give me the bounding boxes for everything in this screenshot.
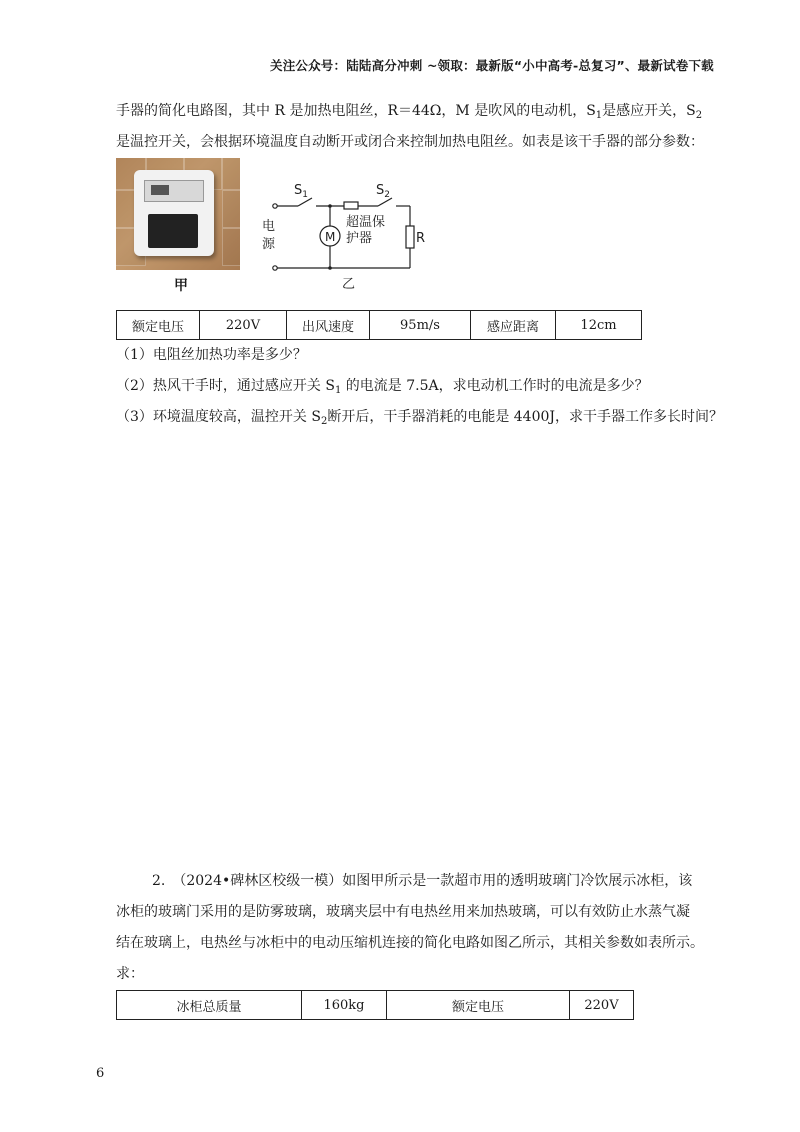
figure-label-yi: 乙	[342, 277, 356, 290]
q2-line1: 2. （2024•碑林区校级一模）如图甲所示是一款超市用的透明玻璃门冷饮展示冰柜，该	[152, 873, 693, 889]
hand-dryer-device	[134, 170, 214, 256]
q2-parameter-table	[116, 990, 634, 1020]
table-cell: 额定电压	[117, 311, 200, 340]
q1-sub-question-2: （2）热风干手时，通过感应开关 $S_1$ 的电流是 7.5A，求电动机工作时的电流是多少？	[116, 378, 649, 396]
table-cell: 95m/s	[370, 311, 471, 340]
q1-sub-question-1: （1）电阻丝加热功率是多少？	[116, 347, 307, 363]
table-cell: 220V	[200, 311, 287, 340]
q1-sub-question-3: （3）环境温度较高，温控开关 $S_2$断开后，干手器消耗的电能是 4400J，求干手器工作多长时间？	[116, 409, 724, 427]
switch-s1-label: $S_1$	[294, 183, 308, 200]
junction-dot-bottom	[328, 266, 332, 270]
page-number: 6	[96, 1066, 105, 1081]
table-cell: 220V	[570, 991, 634, 1020]
junction-dot-top	[328, 204, 332, 208]
protector-label-2: 护器	[346, 231, 373, 246]
q2-line3: 结在玻璃上，电热丝与冰柜中的电动压缩机连接的简化电路如图乙所示，其相关参数如表所示。	[116, 935, 704, 951]
q2-line2: 冰柜的玻璃门采用的是防雾玻璃，玻璃夹层中有电热丝用来加热玻璃，可以有效防止水蒸气凝	[116, 904, 690, 920]
table-row	[117, 311, 642, 340]
power-source-label-1: 电	[262, 219, 276, 234]
resistor-label: R	[416, 231, 426, 246]
figure-label-jia: 甲	[174, 278, 188, 294]
table-cell: 160kg	[302, 991, 387, 1020]
table-cell: 感应距离	[471, 311, 556, 340]
hand-dryer-photo	[116, 158, 240, 270]
table-cell: 额定电压	[387, 991, 570, 1020]
table-cell: 12cm	[556, 311, 642, 340]
q2-line4: 求：	[116, 966, 144, 982]
motor-label: M	[325, 230, 336, 244]
page-header: 关注公众号：陆陆高分冲刺 ~领取：最新版“小中高考-总复习”、最新试卷下载	[270, 58, 714, 73]
q1-parameter-table	[116, 310, 642, 340]
switch-s2-label: $S_2$	[376, 183, 390, 200]
table-cell: 出风速度	[287, 311, 370, 340]
table-cell: 冰柜总质量	[117, 991, 302, 1020]
circuit-diagram	[258, 178, 428, 290]
table-row	[117, 991, 634, 1020]
q1-intro-line2: 是温控开关，会根据环境温度自动断开或闭合来控制加热电阻丝。如表是该干手器的部分参数：	[116, 134, 704, 150]
q1-intro-line1: 手器的简化电路图，其中 R 是加热电阻丝，R＝44Ω，M 是吹风的电动机，$S_1$是感应开关，$S_2$	[116, 103, 703, 121]
power-source-label-2: 源	[262, 237, 276, 252]
protector-label-1: 超温保	[346, 215, 386, 230]
